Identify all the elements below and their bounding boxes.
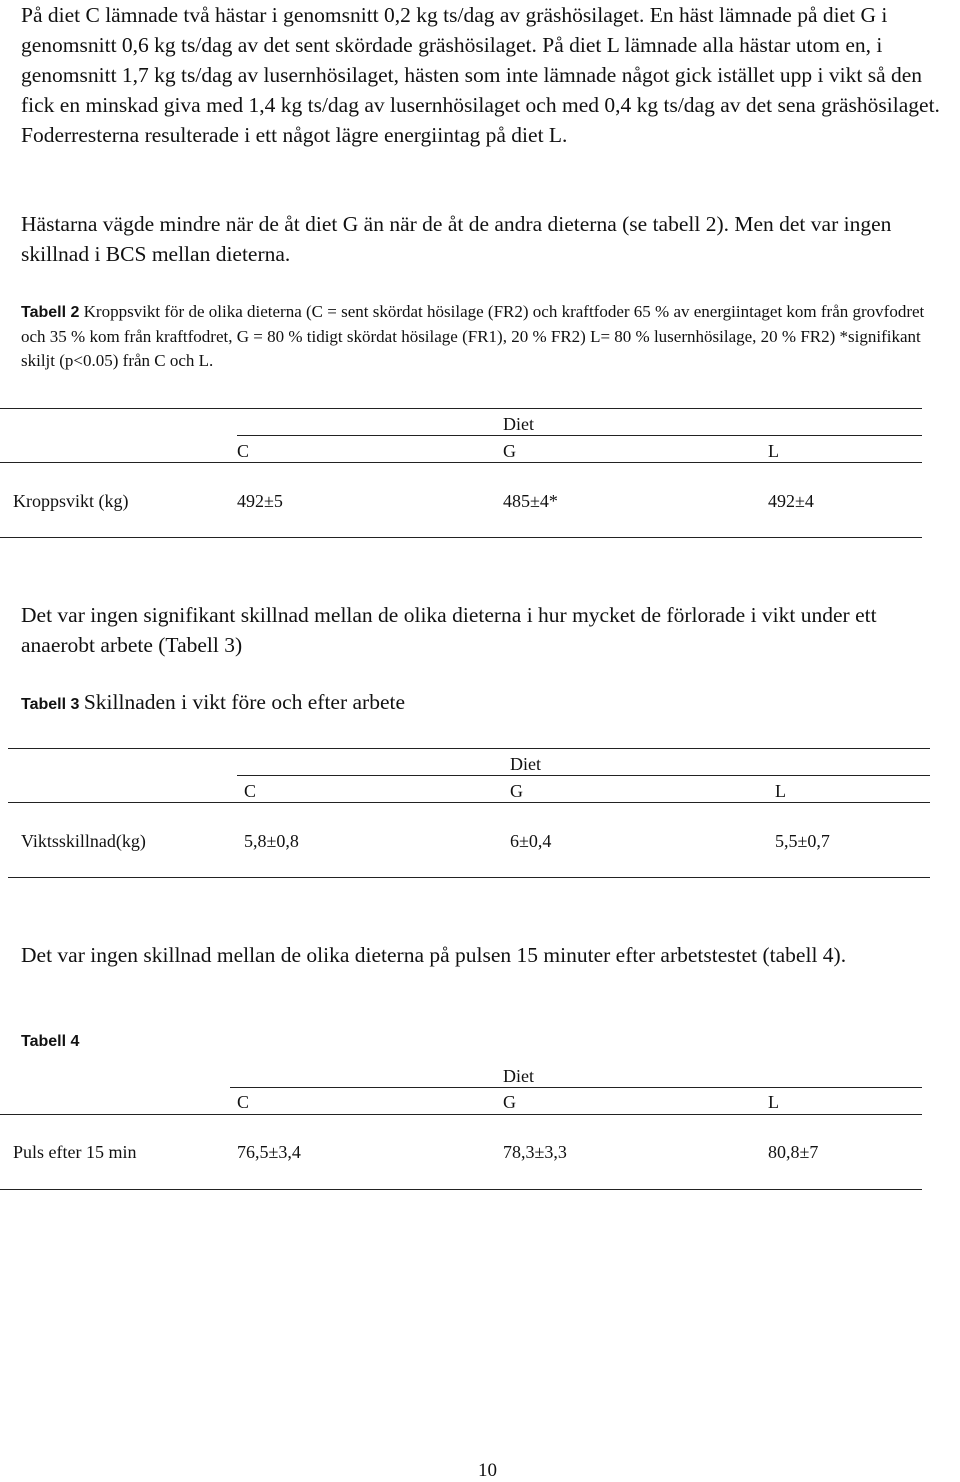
table2-top-rule xyxy=(0,408,922,409)
table2-label: Tabell 2 xyxy=(21,304,80,321)
table2-bottom-rule xyxy=(0,537,922,538)
table4-row-label: Puls efter 15 min xyxy=(13,1142,137,1162)
table2-caption-text: Kroppsvikt för de olika dieterna (C = sent skördat hösilage (FR2) och kraftfoder 65 % av energiintaget kom från grovfodret och 35 % kom från kraftfodret, G = 80 % tidigt skördat hösilage (FR1), 20 % FR2) L= 80 % lusernhösilage, 20 % FR2) *signifikant skiljt (p<0.05) från C och L. xyxy=(21,302,925,370)
table4-label: Tabell 4 xyxy=(21,1033,80,1050)
table4-col-l: L xyxy=(768,1092,779,1112)
table3-value-c: 5,8±0,8 xyxy=(244,831,299,851)
table2-header-rule xyxy=(237,435,922,436)
paragraph-diet-leftovers: På diet C lämnade två hästar i genomsnitt 0,2 kg ts/dag av gräshösilaget. En häst lämnade på diet G i genomsnitt 0,6 kg ts/dag av det sent skördade gräshösilaget. På diet L lämnade alla hästar utom en, i genomsnitt 1,7 kg ts/dag av lusernhösilaget, hästen som inte lämnade något gick istället upp i vikt så den fick en minskad giva med 1,4 kg ts/dag av lusernhösilaget och med 0,4 kg ts/dag av det sena gräshösilaget. Foderresterna resulterade i ett något lägre energiintag på diet L. xyxy=(21,3,940,147)
table4-bottom-rule xyxy=(0,1189,922,1190)
table4-diet-header: Diet xyxy=(503,1066,534,1086)
table2-diet-header: Diet xyxy=(503,414,534,434)
table4-col-g: G xyxy=(503,1092,516,1112)
table3-title: Skillnaden i vikt före och efter arbete xyxy=(83,690,406,714)
table3-value-g: 6±0,4 xyxy=(510,831,552,851)
table3-col-c: C xyxy=(244,781,257,801)
table4-col-c: C xyxy=(237,1092,250,1112)
table3-col-l: L xyxy=(775,781,786,801)
table2-value-c: 492±5 xyxy=(237,491,283,511)
table2-col-c: C xyxy=(237,441,250,461)
table4-mid-rule xyxy=(0,1114,922,1115)
table4-value-g: 78,3±3,3 xyxy=(503,1142,567,1162)
table2-row-label: Kroppsvikt (kg) xyxy=(13,491,129,511)
table3-value-l: 5,5±0,7 xyxy=(775,831,830,851)
table3-top-rule xyxy=(8,748,930,749)
table3-mid-rule xyxy=(8,802,930,803)
table3-bottom-rule xyxy=(8,877,930,878)
table2-mid-rule xyxy=(0,462,922,463)
paragraph-body-weight: Hästarna vägde mindre när de åt diet G än när de åt de andra dieterna (se tabell 2). Men det var ingen skillnad i BCS mellan dieterna. xyxy=(21,212,892,266)
table2-caption xyxy=(21,300,946,373)
table3-label: Tabell 3 xyxy=(21,696,80,713)
table3-heading xyxy=(21,690,405,715)
table2-col-g: G xyxy=(503,441,516,461)
table4-value-c: 76,5±3,4 xyxy=(237,1142,301,1162)
table2-value-l: 492±4 xyxy=(768,491,814,511)
page-number: 10 xyxy=(478,1460,497,1481)
table3-diet-header: Diet xyxy=(510,754,541,774)
table3-row-label: Viktsskillnad(kg) xyxy=(21,831,146,851)
paragraph-weight-loss: Det var ingen signifikant skillnad mellan de olika dieterna i hur mycket de förlorade i vikt under ett anaerobt arbete (Tabell 3) xyxy=(21,603,877,657)
table2-col-l: L xyxy=(768,441,779,461)
paragraph-pulse: Det var ingen skillnad mellan de olika dieterna på pulsen 15 minuter efter arbetstestet (tabell 4). xyxy=(21,943,847,967)
table3-col-g: G xyxy=(510,781,523,801)
table4-header-rule xyxy=(230,1087,922,1088)
table4-value-l: 80,8±7 xyxy=(768,1142,819,1162)
table3-header-rule xyxy=(237,775,930,776)
table2-value-g: 485±4* xyxy=(503,491,558,511)
